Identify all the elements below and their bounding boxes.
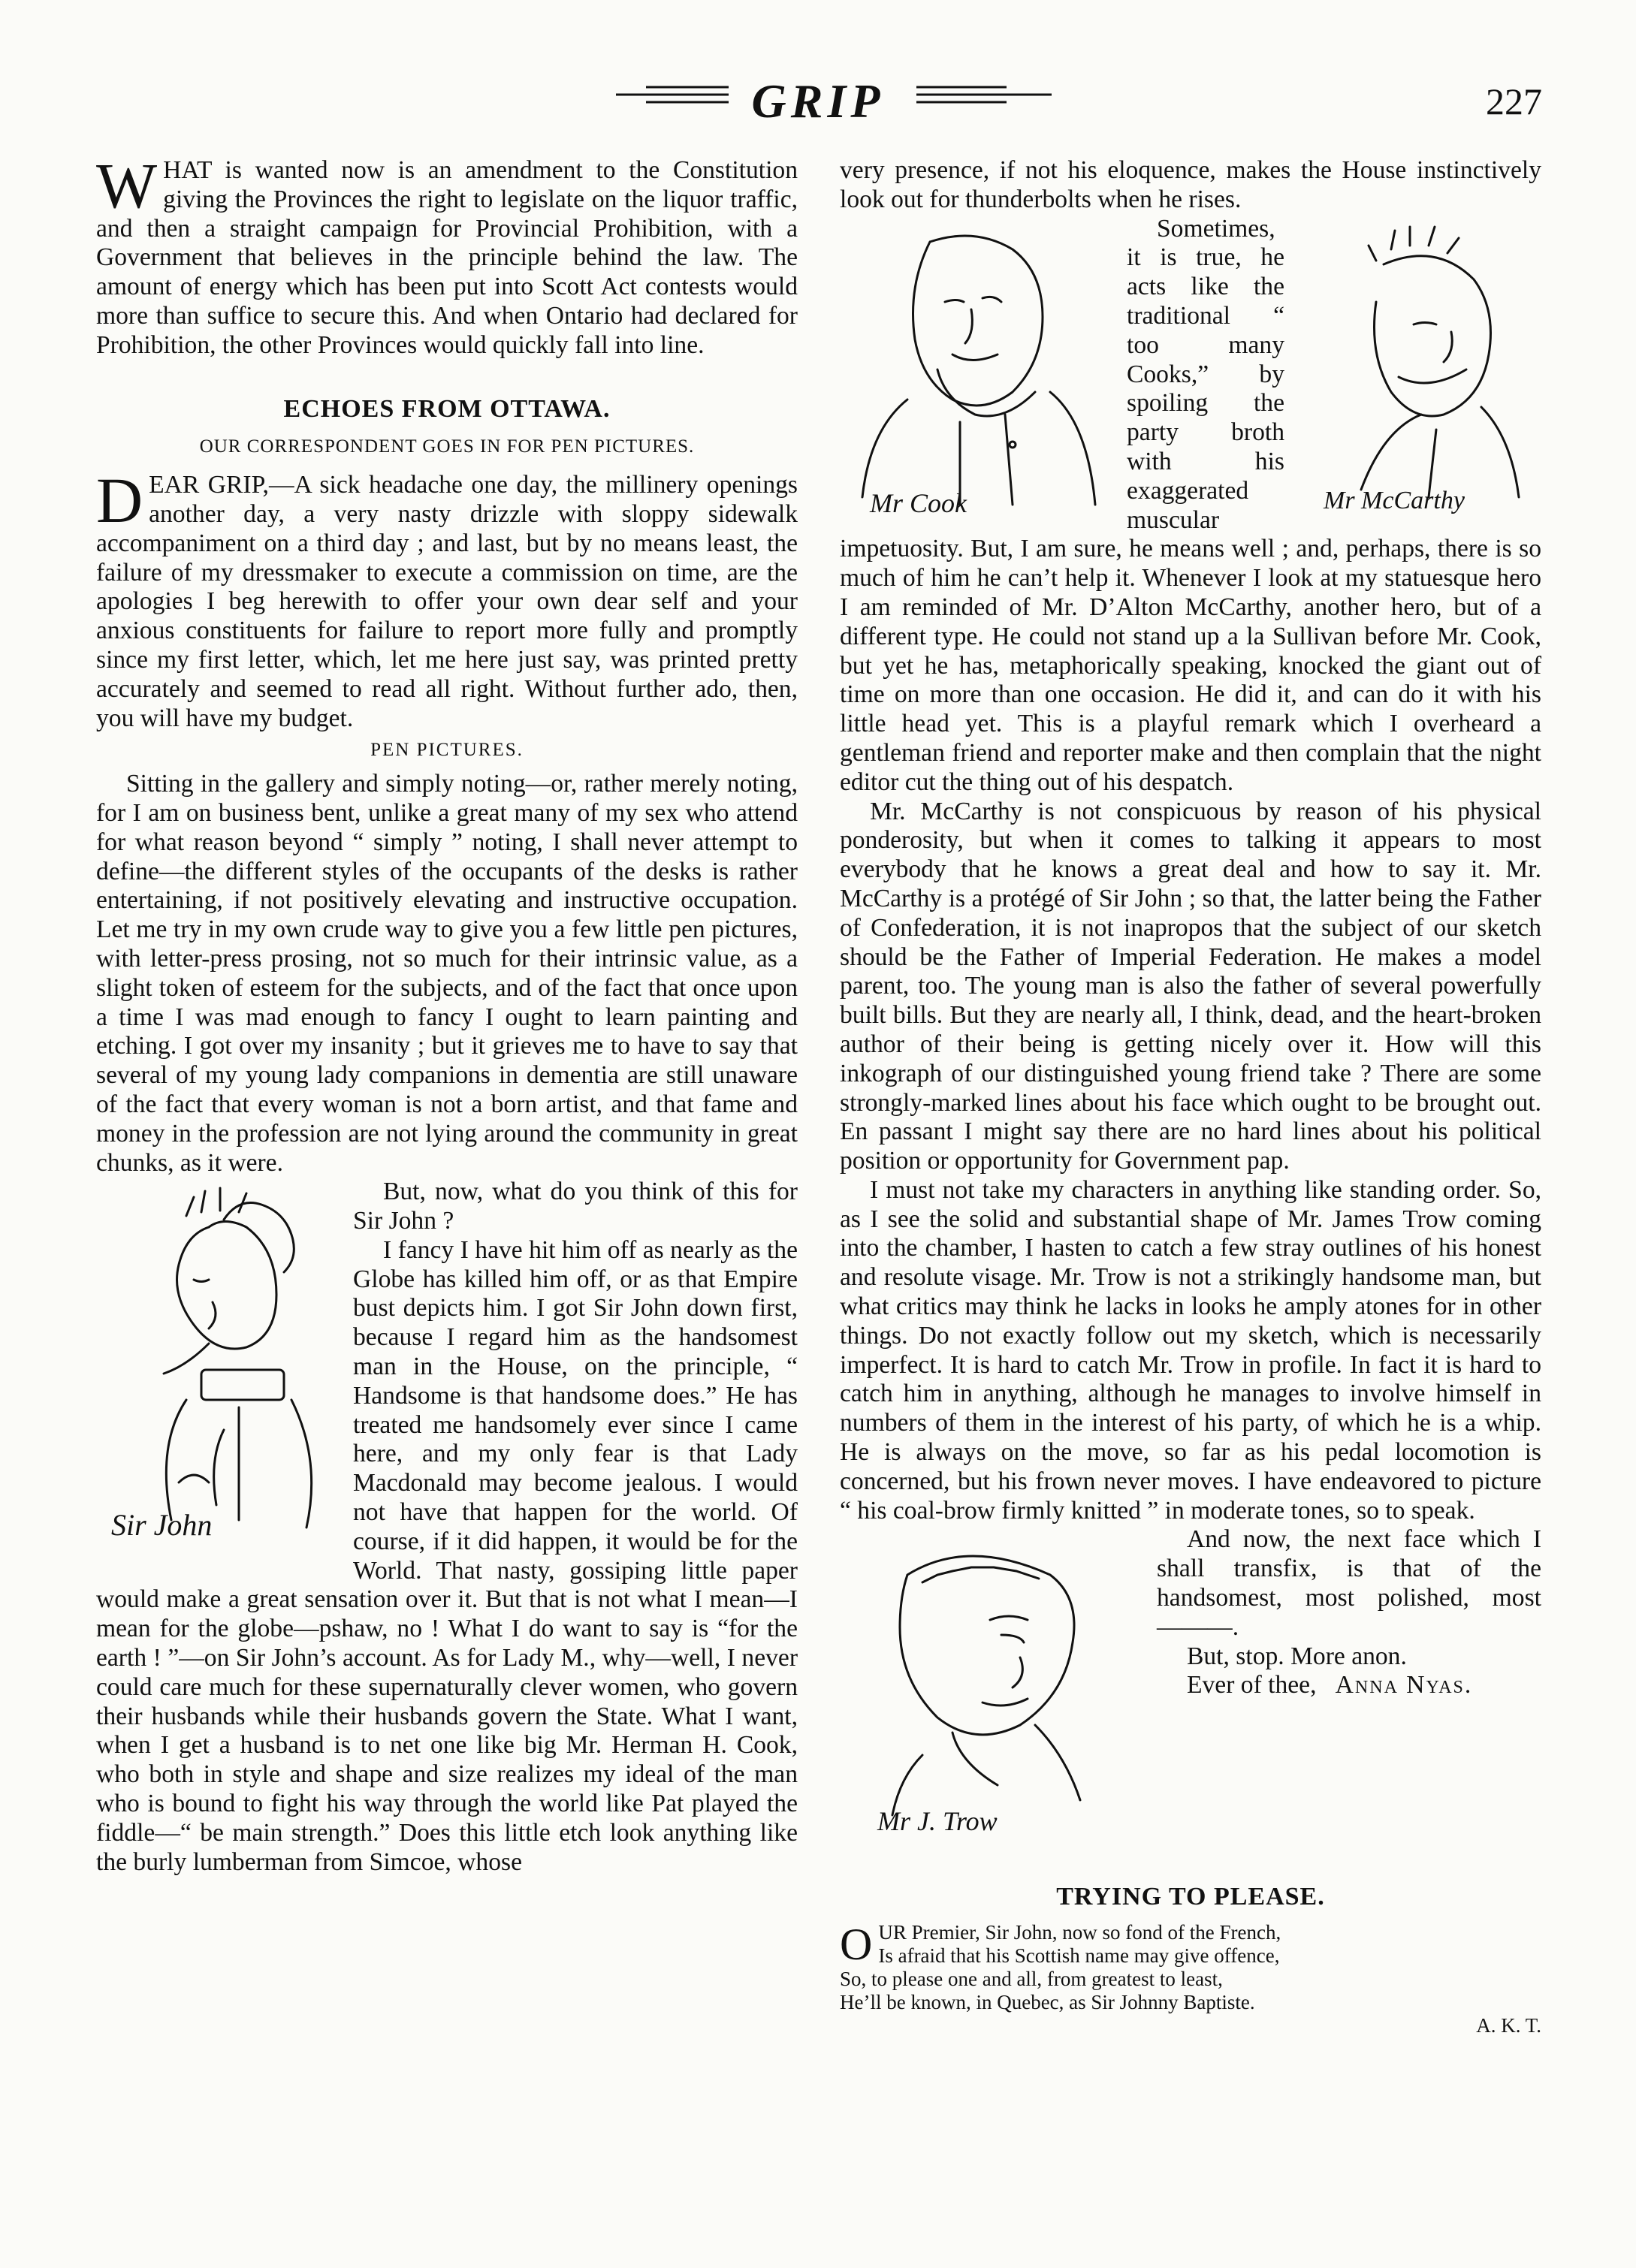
drop-cap: O — [840, 1920, 873, 1970]
portrait-trow-icon — [840, 1530, 1140, 1845]
section-title-echoes: ECHOES FROM OTTAWA. — [283, 394, 611, 423]
subsection-pen-pictures: PEN PICTURES. — [370, 740, 524, 761]
poem-line: He’ll be known, in Quebec, as Sir Johnny Baptiste. — [840, 1991, 1255, 2014]
intro-paragraph: WHAT is wanted now is an amendment to the Constitution giving the Provinces the right to legislate on the liquor traffic, and then a straight campaign for Provincial Prohibition, with a Government that believes in the principle behind the law. The amount of energy which has been put into Scott Act contests would more than suffice to secure this. And when Ontario had declared for Prohibition, the other Provinces would quickly fall into line. — [96, 149, 798, 359]
paragraph-signoff: Ever of thee, Anna Nyas. — [1187, 1671, 1473, 1699]
paragraph-sometimes: Mr McCarthy Sometimes, it is true, he acts like the traditional “ too many Cooks,” by spoiling the party broth with his exaggerated muscular impetuosity. But, I am sure, he means well ; and, perhaps, there is so much of him he can’t help it. Whenever I look at my statuesque hero I am reminded of Mr. D’Alton McCarthy, another hero, but of a different type. He could not stand up a la Sullivan before Mr. Cook, but yet he has, metaphorically speaking, knocked the giant out of time on more than one occasion. He did it, and can do it with his little head yet. This is a playful remark which I overheard a gentleman friend and reporter make and then complain that the night editor cut the thing out of his despatch. — [840, 214, 1541, 796]
paragraph-but-stop: But, stop. More anon. — [1187, 1642, 1407, 1670]
letter-opening: DEAR GRIP,—A sick headache one day, the millinery openings another day, a very nasty drizzle with sloppy sidewalk accompaniment on a third day ; and last, but by no means least, the failure of my dressmaker to execute a commission on time, are the apologies I beg herewith to offer your own dear self and your anxious constituents for failure to report more fully and promptly since my first letter, which, let me here just say, was printed pretty accurately and seemed to read all right. Without further ado, then, you will have my budget. — [96, 464, 798, 732]
sketch-sir-john — [96, 1182, 337, 1573]
paragraph-must-not: I must not take my characters in anything like standing order. So, as I see the solid and substantial shape of Mr. James Trow coming into the chamber, I hasten to catch a few stray outlines of his honest and resolute visage. Mr. Trow is not a strikingly handsome man, but what critics may think he lacks in looks he amply atones for in other things. Do not exactly follow out my sketch, which is necessarily imperfect. It is hard to catch Mr. Trow in profile. In fact it is hard to catch him in anything, although he manages to involve himself in numbers of them in the interest of his party, of which he is a whip. He is always on the move, so far as his pedal locomotion is concerned, but his frown never moves. I have endeavored to picture “ his coal-brow firmly knitted ” in moderate tones, so to speak. — [840, 1175, 1541, 1525]
portrait-sir-john-icon — [96, 1182, 337, 1558]
poem-line: So, to please one and all, from greatest to least, — [840, 1968, 1223, 1991]
drop-cap: W — [96, 149, 158, 222]
paragraph-continued: very presence, if not his eloquence, makes the House instinctively look out for thunderbolts when he rises. — [840, 156, 1541, 213]
page-number: 227 — [1486, 80, 1542, 122]
poem-line: OUR Premier, Sir John, now so fond of the French, — [840, 1920, 1281, 1970]
poem-line: Is afraid that his Scottish name may give offence, — [878, 1944, 1280, 1968]
sketch-caption: Mr J. Trow — [877, 1806, 998, 1837]
sketch-mccarthy — [1301, 219, 1541, 520]
paragraph-and-now: And now, the next face which I shall transfix, is that of the handsomest, most polished, most ———. — [1157, 1525, 1541, 1641]
portrait-cook-icon — [840, 219, 1110, 520]
paragraph-but-now: But, now, what do you think of this for Sir John ? — [353, 1178, 798, 1235]
section-title-trying: TRYING TO PLEASE. — [1056, 1883, 1325, 1911]
drop-cap: D — [96, 464, 143, 537]
author-signature: Anna Nyas. — [1335, 1671, 1473, 1699]
masthead-title: GRIP — [751, 74, 885, 128]
sketch-caption: Mr McCarthy — [1324, 486, 1465, 514]
sketch-caption: Sir John — [111, 1508, 213, 1543]
sketch-cook — [840, 219, 1110, 520]
portrait-mccarthy-icon — [1301, 219, 1541, 520]
paragraph-mccarthy: Mr. McCarthy is not conspicuous by reason of his physical ponderosity, but when it comes to talking it appears to most everybody that he knows a great deal and how to say it. Mr. McCarthy is a protégé of Sir John ; so that, the latter being the Father of Confederation, it is not inapropos that the subject of our sketch should be the Father of Imperial Federation. He makes a model parent, too. The young man is also the father of several powerfully built bills. But they are nearly all, I think, dead, and the heart-broken author of their being is getting nicely over it. How will this inkograph of our distinguished young friend take ? There are some strongly-marked lines about his face which ought to be brought out. En passant I might say there are no hard lines about his political position or opportunity for Government pap. — [840, 797, 1541, 1175]
paragraph-fancy: I fancy I have hit him off as nearly as the Globe has killed him off, or as that Empire bust depicts him. I got Sir John down first, because I regard him as the handsomest man in the House, on the principle, “ Handsome is that handsome does.” He has treated me handsomely ever since I came here, and my only fear is that Lady Macdonald may become jealous. I would not have that happen for the world. Of course, if it did happen, it would be for the World. That nasty, gossiping little paper would make a great sensation over it. But that is not what I mean—I mean for the globe—pshaw, no ! What I do want to say is “for the earth ! ”—on Sir John’s account. As for Lady M., why—well, I never could care much for these supernaturally clever women, who govern their husbands while their husbands govern the State. What I want, when I get a husband is to net one like big Mr. Herman H. Cook, who both in style and shape and size realizes my ideal of the man who is bound to fight his way through the world like Pat played the fiddle—“ be main strength.” Does this little etch look anything like the burly lumberman from Simcoe, whose — [96, 1235, 798, 1876]
sketch-caption: Mr Cook — [870, 487, 967, 518]
left-column — [96, 149, 798, 1877]
paragraph-sitting: Sitting in the gallery and simply noting—or, rather merely noting, for I am on business bent, unlike a great many of my sex who attend for what reason beyond “ simply ” noting, I shall never attempt to define—the different styles of the occupants of the desks is rather entertaining, if not positively elevating and instructive occupation. Let me try in my own crude way to give you a few little pen pictures, with letter-press prosing, not so much for their intrinsic value, as a slight token of esteem for the subjects, and of the fact that once upon a time I was mad enough to fancy I ought to learn painting and etching. I got over my insanity ; but it grieves me to have to say that several of my young lady companions in dementia are still unaware of the fact that every woman is not a born artist, and that fame and money in the profession are not lying around the community in great chunks, as it were. — [96, 770, 798, 1177]
sketch-trow — [840, 1530, 1140, 1845]
poem-signature: A. K. T. — [1476, 2014, 1541, 2037]
poem-block — [840, 1921, 1541, 2037]
right-column — [840, 156, 1541, 2037]
section-subtitle: OUR CORRESPONDENT GOES IN FOR PEN PICTURES. — [199, 436, 695, 457]
